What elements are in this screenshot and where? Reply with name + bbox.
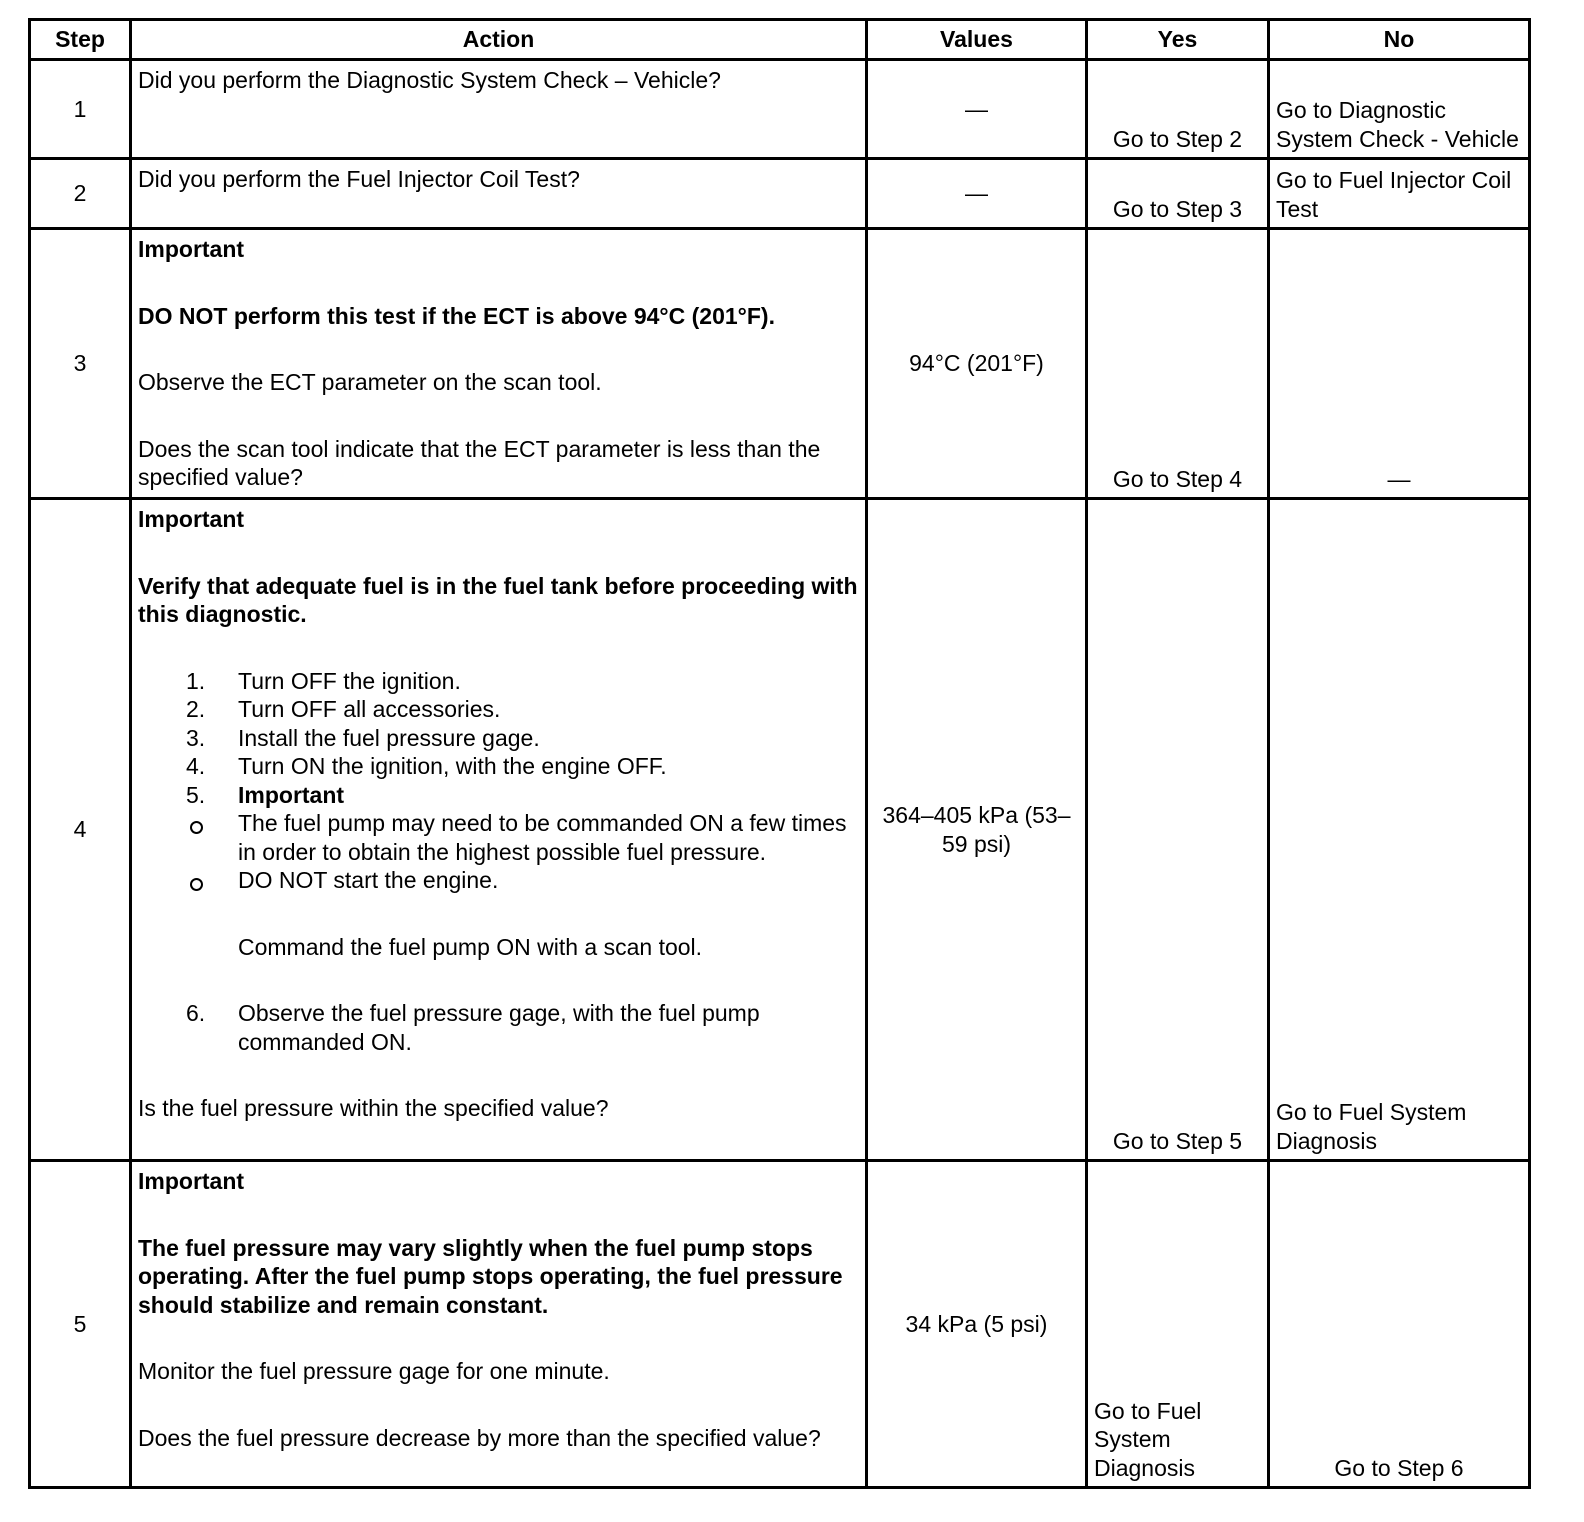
yes-cell: Go to Step 4	[1087, 229, 1269, 499]
procedure-list-continued	[138, 999, 859, 1056]
list-item: 3. Install the fuel pressure gage.	[186, 724, 540, 751]
action-cell	[131, 60, 867, 159]
values-cell: 34 kPa (5 psi)	[867, 1161, 1087, 1488]
important-note: Verify that adequate fuel is in the fuel tank before proceeding with this diagnostic.	[138, 572, 858, 627]
list-item: 2. Turn OFF all accessories.	[186, 696, 501, 722]
no-cell: Go to Step 6	[1269, 1161, 1530, 1488]
values-cell: —	[867, 60, 1087, 159]
sub-list-item: The fuel pump may need to be commanded ON a few times in order to obtain the highest possible fuel pressure.	[138, 809, 859, 866]
table-row	[30, 159, 1530, 229]
table-row	[30, 1161, 1530, 1488]
procedure-list	[138, 667, 859, 810]
important-note: The fuel pressure may vary slightly when the fuel pump stops operating. After the fuel pump stops operating, the fuel pressure should stabilize and remain constant.	[138, 1234, 843, 1318]
step-number: 4	[30, 499, 131, 1161]
diagnostic-table	[28, 18, 1531, 1489]
values-cell: —	[867, 159, 1087, 229]
circle-bullet-icon	[190, 878, 203, 891]
action-question: Is the fuel pressure within the specified value?	[138, 1095, 609, 1121]
step-number: 1	[30, 60, 131, 159]
header-row	[30, 20, 1530, 60]
step-number: 3	[30, 229, 131, 499]
command-instruction: Command the fuel pump ON with a scan tool.	[238, 933, 703, 960]
action-question: Did you perform the Fuel Injector Coil Test?	[138, 166, 580, 192]
important-label: Important	[138, 1168, 245, 1194]
yes-cell: Go to Step 5	[1087, 499, 1269, 1161]
no-cell: Go to Fuel Injector Coil Test	[1269, 159, 1530, 229]
header-action: Action	[131, 20, 867, 60]
yes-cell: Go to Step 3	[1087, 159, 1269, 229]
list-item: 5. Important	[186, 781, 345, 808]
list-item: 6. Observe the fuel pressure gage, with the fuel pump commanded ON.	[186, 1000, 760, 1055]
step-number: 5	[30, 1161, 131, 1488]
action-question: Did you perform the Diagnostic System Check – Vehicle?	[138, 67, 721, 93]
action-question: Does the scan tool indicate that the ECT parameter is less than the specified value?	[138, 435, 821, 490]
circle-bullet-icon	[190, 821, 203, 834]
header-values: Values	[867, 20, 1087, 60]
important-label: Important	[138, 506, 245, 532]
values-cell: 94°C (201°F)	[867, 229, 1087, 499]
action-cell	[131, 1161, 867, 1488]
table-row	[30, 499, 1530, 1161]
yes-cell: Go to Fuel System Diagnosis	[1087, 1161, 1269, 1488]
table-row	[30, 60, 1530, 159]
action-instruction: Monitor the fuel pressure gage for one minute.	[138, 1358, 610, 1384]
list-item: 1. Turn OFF the ignition.	[186, 667, 461, 694]
list-item: 4. Turn ON the ignition, with the engine OFF.	[186, 753, 667, 779]
header-yes: Yes	[1087, 20, 1269, 60]
action-question: Does the fuel pressure decrease by more than the specified value?	[138, 1424, 821, 1451]
no-cell: Go to Diagnostic System Check - Vehicle	[1269, 60, 1530, 159]
no-cell: —	[1269, 229, 1530, 499]
values-cell: 364–405 kPa (53–59 psi)	[867, 499, 1087, 1161]
action-instruction: Observe the ECT parameter on the scan tool.	[138, 369, 602, 395]
important-note: DO NOT perform this test if the ECT is above 94°C (201°F).	[138, 302, 775, 329]
step-number: 2	[30, 159, 131, 229]
action-cell	[131, 159, 867, 229]
important-label: Important	[138, 236, 245, 262]
yes-cell: Go to Step 2	[1087, 60, 1269, 159]
header-step: Step	[30, 20, 131, 60]
sub-list-item: DO NOT start the engine.	[138, 866, 859, 895]
sub-list	[138, 809, 859, 895]
action-cell	[131, 229, 867, 499]
header-no: No	[1269, 20, 1530, 60]
table-row	[30, 229, 1530, 499]
no-cell: Go to Fuel System Diagnosis	[1269, 499, 1530, 1161]
action-cell	[131, 499, 867, 1161]
